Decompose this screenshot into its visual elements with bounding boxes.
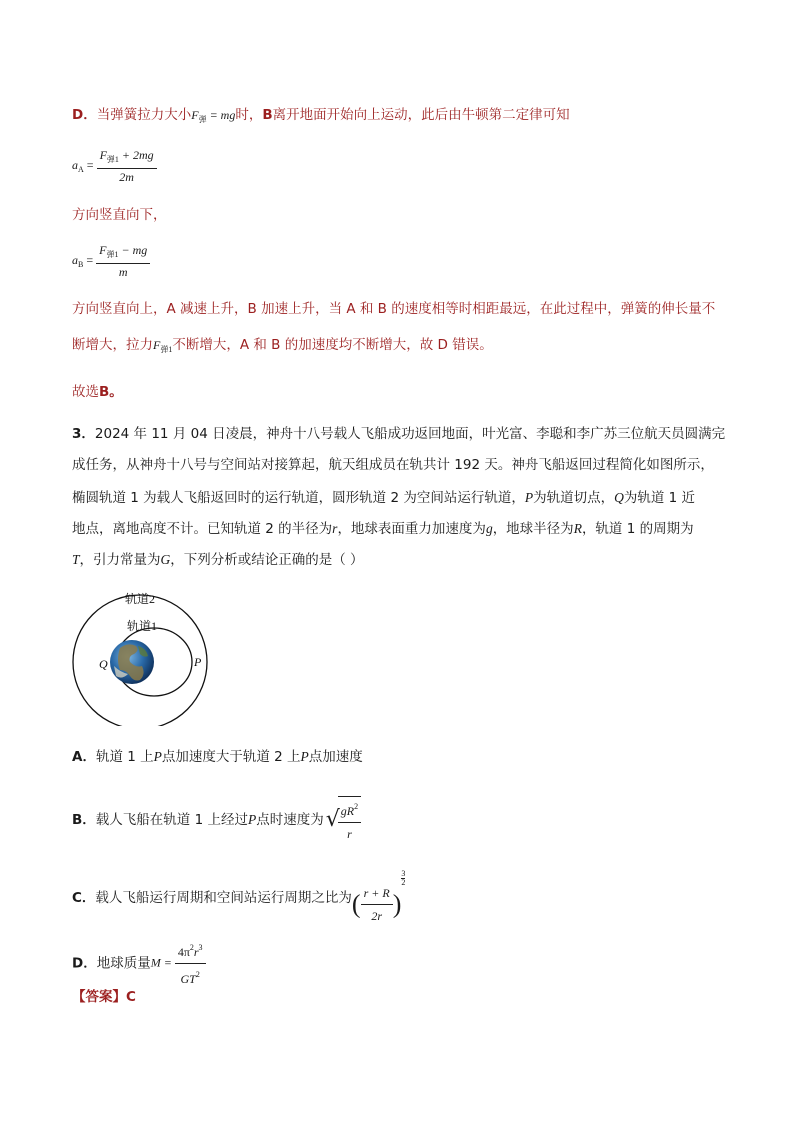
answer-value: C bbox=[126, 989, 136, 1005]
conclusion-line-2: 断增大，拉力$F_{弹1}$不断增大，A 和 B 的加速度均不断增大，故 D 错误。 bbox=[72, 337, 493, 354]
solution-d-text-2: 时， bbox=[235, 107, 263, 123]
option-c-formula: ( $\frac{r + R}{2r}$ ) $\frac{3}{2}$ bbox=[351, 869, 406, 923]
equation-aA: $a_A$ = $\frac{F_{弹1} + 2mg}{2m}$ bbox=[72, 148, 157, 184]
solution-d-text-1: 当弹簧拉力大小 bbox=[96, 107, 192, 123]
orbit-diagram bbox=[68, 586, 218, 726]
solution-d-label: D． bbox=[72, 107, 97, 123]
option-d-formula: M = $\frac{4\pi^2r^3}{GT^2}$ bbox=[151, 938, 206, 989]
direction-down-text: 方向竖直向下， bbox=[72, 207, 167, 223]
option-c: C．载人飞船运行周期和空间站运行周期之比为( $\frac{r + R}{2r}$ ) $\frac{3}{2}$ bbox=[72, 870, 405, 926]
point-Q-label: Q bbox=[99, 657, 108, 671]
final-choice: 故选B。 bbox=[72, 384, 123, 400]
conclusion-line-1: 方向竖直向上，A 减速上升，B 加速上升，当 A 和 B 的速度相等时相距最远，在此过程中，弹簧的伸长量不 bbox=[72, 301, 716, 317]
answer-label: 【答案】 bbox=[72, 989, 126, 1005]
question3-line-1: 3．2024 年 11 月 04 日凌晨，神舟十八号载人飞船成功返回地面，叶光富、李聪和李广苏三位航天员圆满完 bbox=[72, 426, 726, 442]
orbit-2-label: 轨道2 bbox=[124, 592, 156, 606]
solution-d-text-3: 离开地面开始向上运动，此后由牛顿第二定律可知 bbox=[272, 107, 570, 123]
question3-line-5: T，引力常量为G，下列分析或结论正确的是（ ） bbox=[72, 552, 364, 568]
orbit-diagram-svg bbox=[68, 586, 218, 726]
question3-line-4: 地点，离地高度不计。已知轨道 2 的半径为r，地球表面重力加速度为g，地球半径为R，轨道 1 的周期为 bbox=[72, 521, 694, 537]
question-number: 3． bbox=[72, 426, 95, 442]
orbit-1-label: 轨道1 bbox=[126, 619, 158, 633]
solution-d-equation: $F_弹$ = mg bbox=[191, 108, 236, 124]
answer-line bbox=[72, 988, 136, 1006]
option-b: B．载人飞船在轨道 1 上经过P点时速度为√ $\frac{gR^2}{r}$ bbox=[72, 796, 361, 844]
point-P-label: P bbox=[194, 655, 202, 669]
equation-aB: $a_B$ = $\frac{F_{弹1} - mg}{m}$ bbox=[72, 243, 150, 279]
option-a: A．轨道 1 上P点加速度大于轨道 2 上P点加速度 bbox=[72, 749, 363, 765]
solution-d-b: B bbox=[262, 107, 273, 123]
question3-line-2: 成任务，从神舟十八号与空间站对接算起，航天组成员在轨共计 192 天。神舟飞船返回过程简化如图所示， bbox=[72, 457, 714, 473]
option-b-formula: √ $\frac{gR^2}{r}$ bbox=[326, 796, 361, 844]
question3-line-3: 椭圆轨道 1 为载人飞船返回时的运行轨道，圆形轨道 2 为空间站运行轨道，P为轨道切点，Q为轨道 1 近 bbox=[72, 490, 696, 506]
option-d: D．地球质量M = $\frac{4\pi^2r^3}{GT^2}$ bbox=[72, 938, 206, 989]
earth-icon bbox=[110, 640, 154, 684]
solution-d-line bbox=[72, 106, 570, 129]
